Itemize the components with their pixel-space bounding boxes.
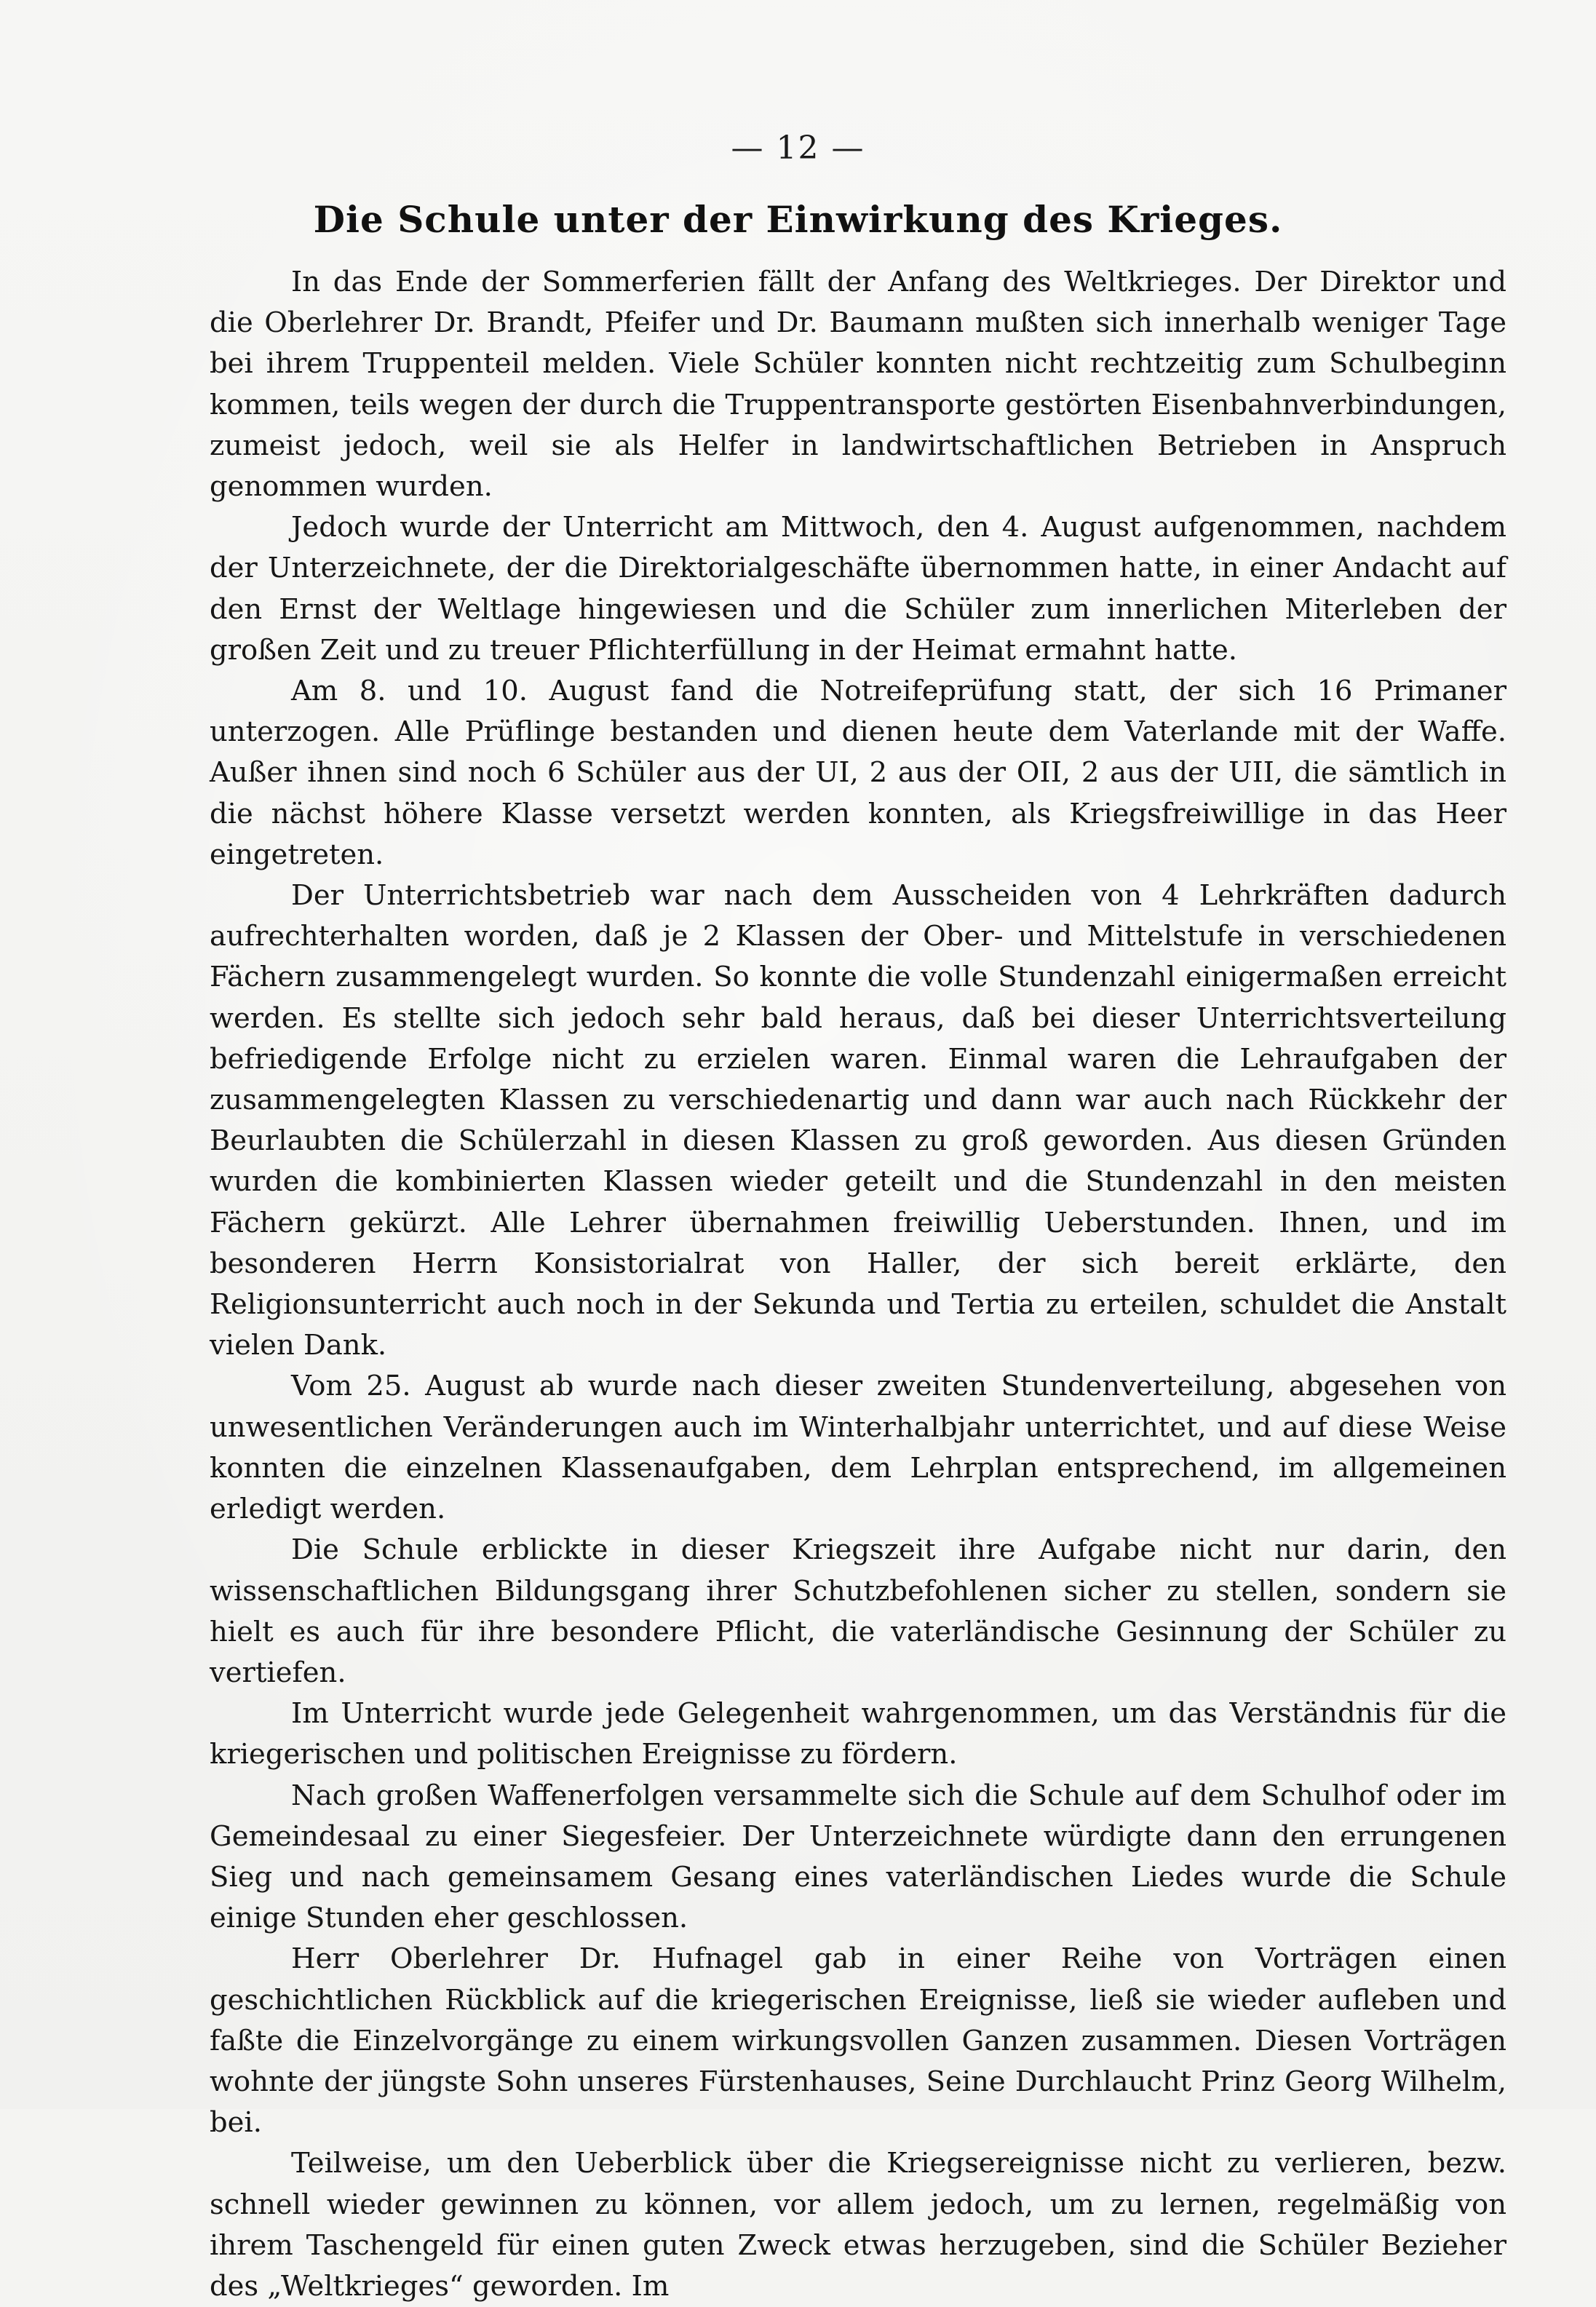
section-heading: Die Schule unter der Einwirkung des Krieges.	[313, 198, 1283, 241]
body-text	[210, 262, 1506, 2307]
paragraph-10: Teilweise, um den Ueberblick über die Kriegsereignisse nicht zu verlieren, bezw. schnell wieder gewinnen zu können, vor allem jedoch, um zu lernen, regelmäßig von ihrem Taschengeld für einen guten Zweck etwas herzugeben, sind die Schüler Bezieher des „Weltkrieges“ geworden. Im	[210, 2147, 1506, 2303]
paragraph-1: In das Ende der Sommerferien fällt der Anfang des Weltkrieges. Der Direktor und die Oberlehrer Dr. Brandt, Pfeifer und Dr. Baumann mußten sich innerhalb weniger Tage bei ihrem Truppenteil melden. Viele Schüler konnten nicht rechtzeitig zum Schulbeginn kommen, teils wegen der durch die Truppentransporte gestörten Eisenbahnverbindungen, zumeist jedoch, weil sie als Helfer in landwirtschaftlichen Betrieben in Anspruch genommen wurden.	[210, 266, 1506, 504]
paragraph-4: Der Unterrichtsbetrieb war nach dem Ausscheiden von 4 Lehrkräften dadurch aufrechterhalten worden, daß je 2 Klassen der Ober- und Mittelstufe in verschiedenen Fächern zusammengelegt wurden. So konnte die volle Stundenzahl einigermaßen erreicht werden. Es stellte sich jedoch sehr bald heraus, daß bei dieser Unterrichtsverteilung befriedigende Erfolge nicht zu erzielen waren. Einmal waren die Lehraufgaben der zusammengelegten Klassen zu verschiedenartig und dann war auch nach Rückkehr der Beurlaubten die Schülerzahl in diesen Klassen zu groß geworden. Aus diesen Gründen wurden die kombinierten Klassen wieder geteilt und die Stundenzahl in den meisten Fächern gekürzt. Alle Lehrer übernahmen freiwillig Ueberstunden. Ihnen, und im besonderen Herrn Konsistorialrat von Haller, der sich bereit erklärte, den Religionsunterricht auch noch in der Sekunda und Tertia zu erteilen, schuldet die Anstalt vielen Dank.	[210, 879, 1506, 1362]
paragraph-5: Vom 25. August ab wurde nach dieser zweiten Stundenverteilung, abgesehen von unwesentlichen Veränderungen auch im Winterhalbjahr unterrichtet, und auf diese Weise konnten die einzelnen Klassenaufgaben, dem Lehrplan entsprechend, im allgemeinen erledigt werden.	[210, 1370, 1506, 1526]
paragraph-8: Nach großen Waffenerfolgen versammelte sich die Schule auf dem Schulhof oder im Gemeindesaal zu einer Siegesfeier. Der Unterzeichnete würdigte dann den errungenen Sieg und nach gemeinsamem Gesang eines vaterländischen Liedes wurde die Schule einige Stunden eher geschlossen.	[210, 1779, 1506, 1935]
paragraph-3: Am 8. und 10. August fand die Notreifeprüfung statt, der sich 16 Primaner unterzogen. Alle Prüflinge bestanden und dienen heute dem Vaterlande mit der Waffe. Außer ihnen sind noch 6 Schüler aus der UI, 2 aus der OII, 2 aus der UII, die sämtlich in die nächst höhere Klasse versetzt werden konnten, als Kriegsfreiwillige in das Heer eingetreten.	[210, 675, 1506, 871]
paragraph-7: Im Unterricht wurde jede Gelegenheit wahrgenommen, um das Verständnis für die kriegerischen und politischen Ereignisse zu fördern.	[210, 1697, 1506, 1771]
paragraph-9: Herr Oberlehrer Dr. Hufnagel gab in einer Reihe von Vorträgen einen geschichtlichen Rückblick auf die kriegerischen Ereignisse, ließ sie wieder aufleben und faßte die Einzelvorgänge zu einem wirkungsvollen Ganzen zusammen. Diesen Vorträgen wohnte der jüngste Sohn unseres Fürstenhauses, Seine Durchlaucht Prinz Georg Wilhelm, bei.	[210, 1942, 1506, 2140]
paragraph-2: Jedoch wurde der Unterricht am Mittwoch, den 4. August aufgenommen, nachdem der Unterzeichnete, der die Direktorialgeschäfte übernommen hatte, in einer Andacht auf den Ernst der Weltlage hingewiesen und die Schüler zum innerlichen Miterleben der großen Zeit und zu treuer Pflichterfüllung in der Heimat ermahnt hatte.	[210, 511, 1506, 667]
paragraph-6: Die Schule erblickte in dieser Kriegszeit ihre Aufgabe nicht nur darin, den wissenschaftlichen Bildungsgang ihrer Schutzbefohlenen sicher zu stellen, sondern sie hielt es auch für ihre besondere Pflicht, die vaterländische Gesinnung der Schüler zu vertiefen.	[210, 1533, 1506, 1689]
page-number: — 12 —	[731, 130, 865, 167]
